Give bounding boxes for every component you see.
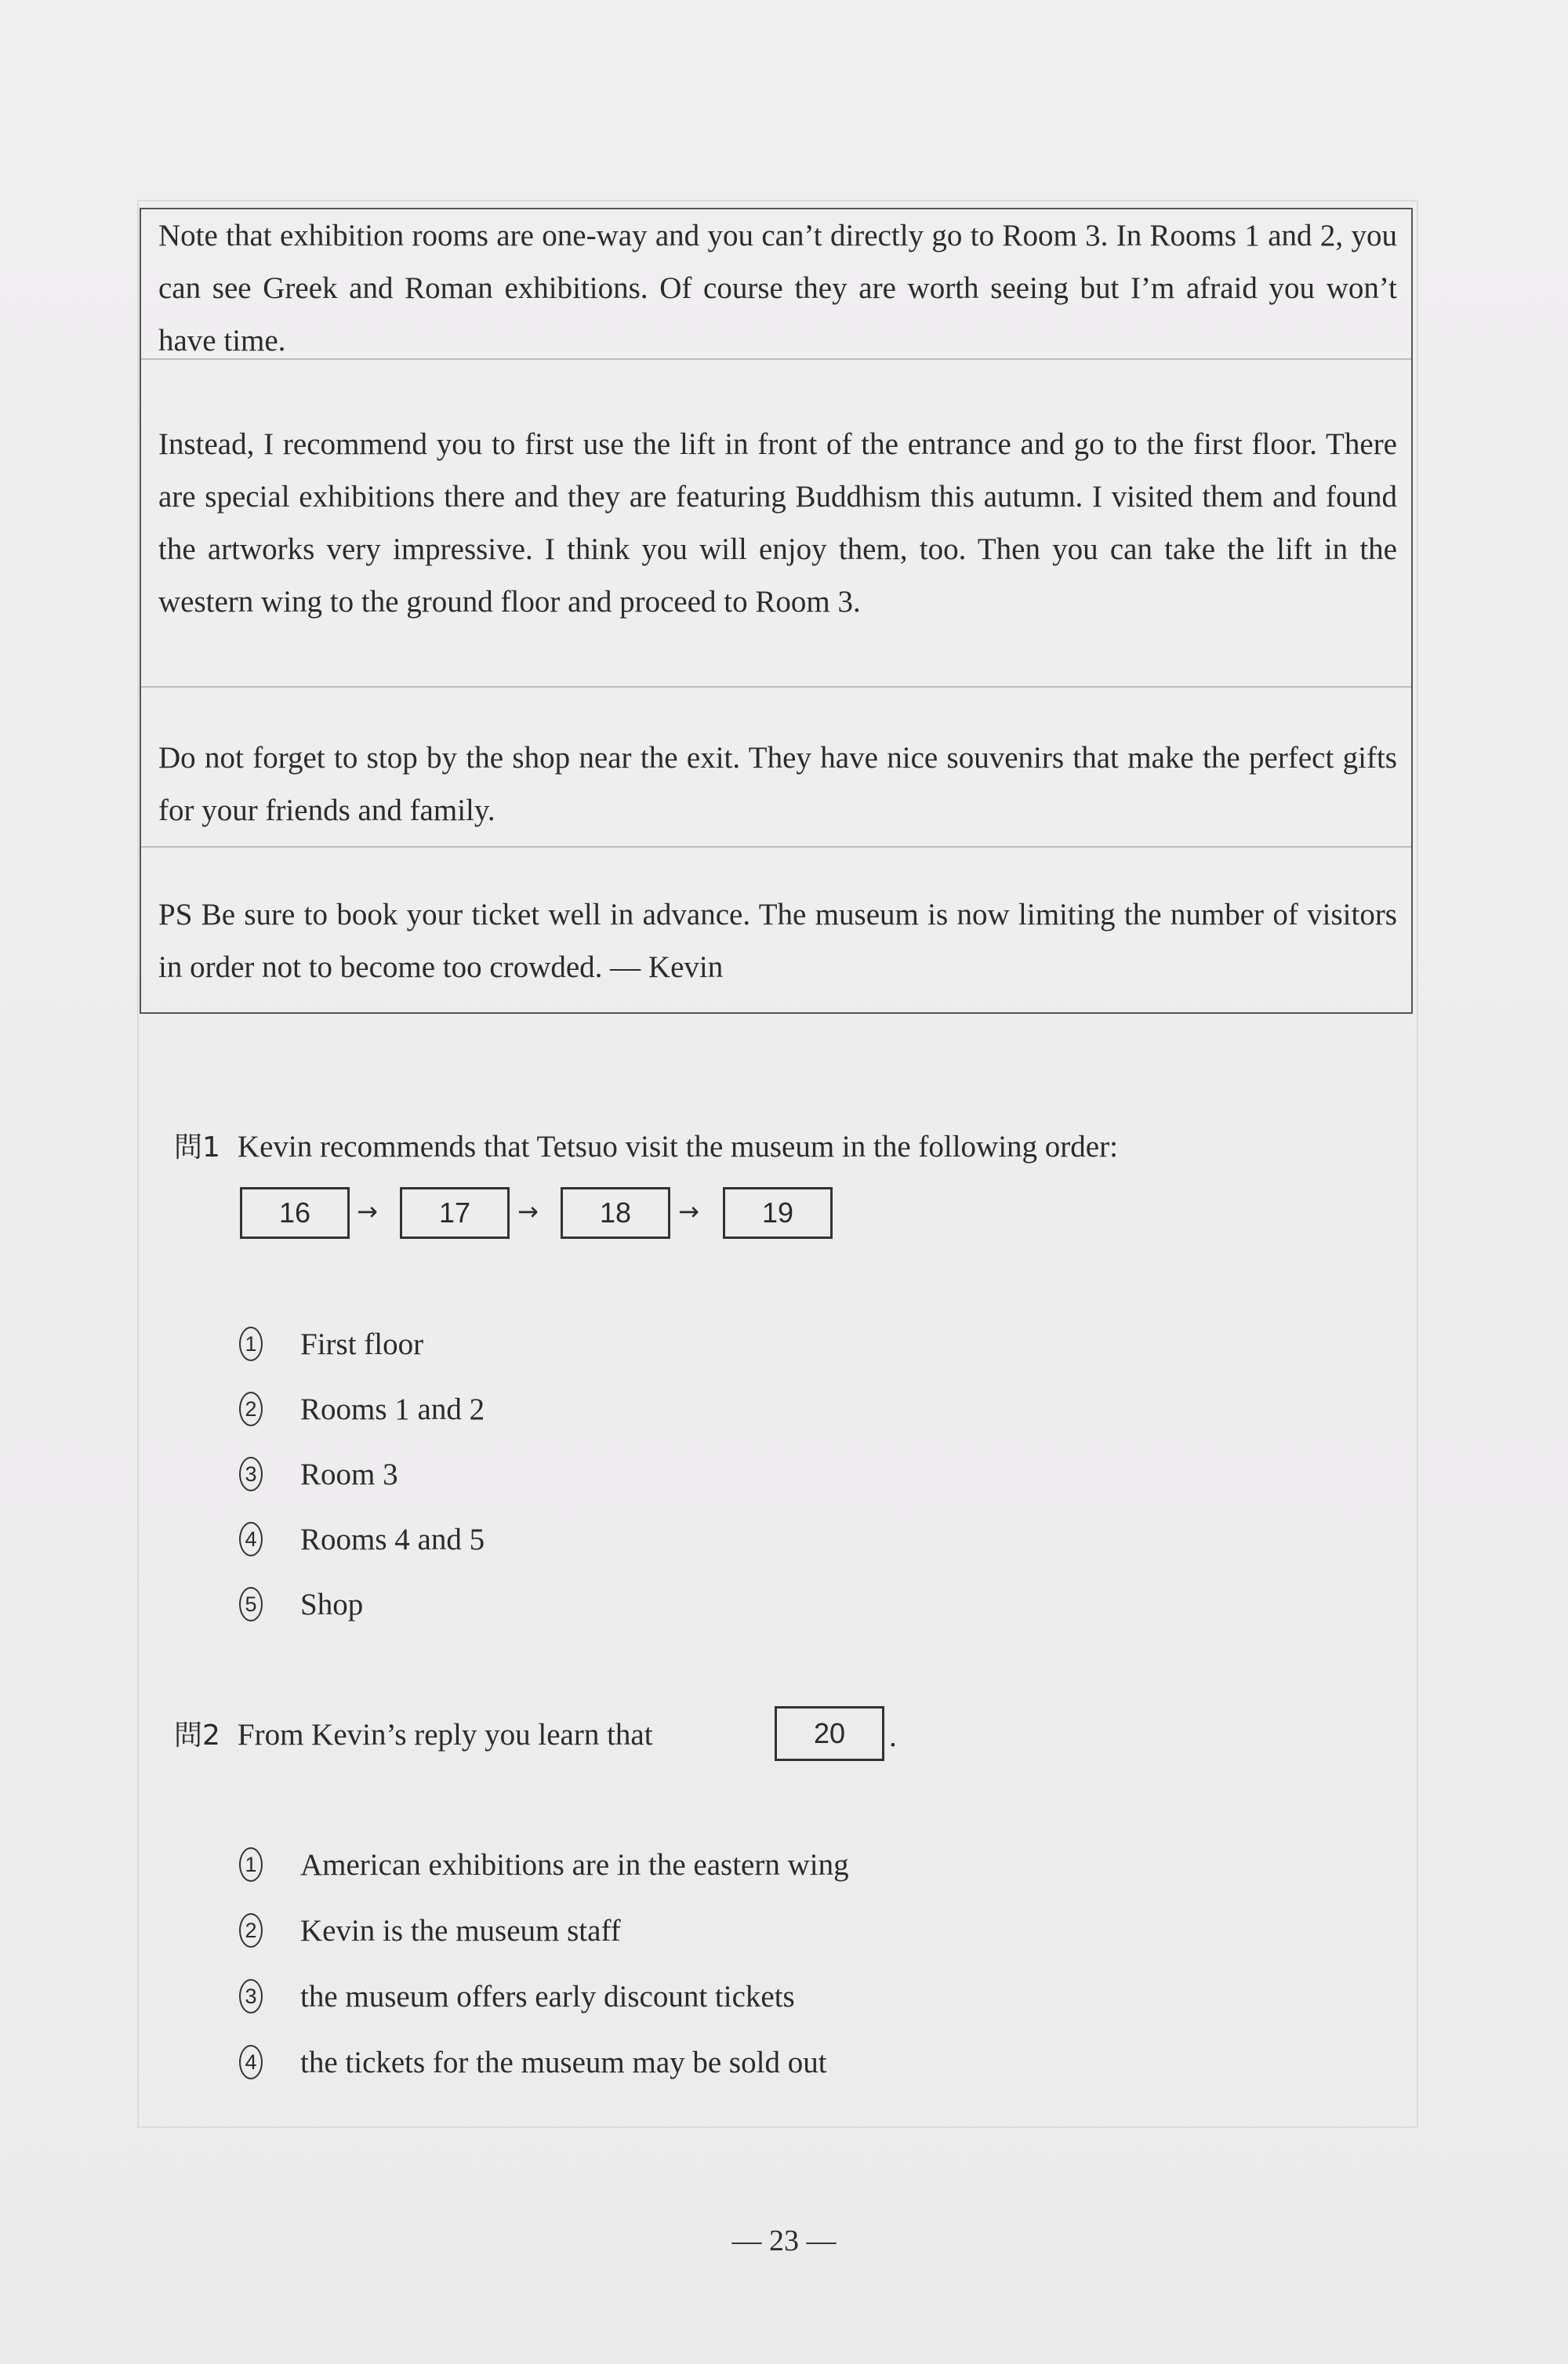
- option-text: First floor: [300, 1327, 424, 1361]
- option-text: Rooms 4 and 5: [300, 1522, 485, 1556]
- question-2-prompt: [174, 1716, 653, 1756]
- divider: [141, 686, 1411, 688]
- option-number-icon: 3: [239, 1457, 263, 1491]
- q2-option-2[interactable]: [239, 1908, 621, 1952]
- divider: [141, 846, 1411, 848]
- option-text: Shop: [300, 1587, 364, 1621]
- question-1-prompt: [174, 1128, 1118, 1167]
- page-number: — 23 —: [731, 2224, 837, 2257]
- option-text: the tickets for the museum may be sold out: [300, 2045, 827, 2079]
- q1-option-5[interactable]: [239, 1582, 363, 1626]
- option-text: American exhibitions are in the eastern wing: [300, 1847, 849, 1882]
- option-number-icon: 2: [239, 1913, 263, 1948]
- option-number-icon: 5: [239, 1587, 263, 1621]
- q2-option-4[interactable]: [239, 2040, 827, 2084]
- paragraph-3: Do not forget to stop by the shop near the exit. They have nice souvenirs that make the perfect gifts for your friends and family.: [158, 741, 1397, 827]
- option-text: the museum offers early discount tickets: [300, 1979, 795, 2014]
- paragraph-1: Note that exhibition rooms are one-way and you can’t directly go to Room 3. In Rooms 1 and 2, you can see Greek and Roman exhibitions. Of course they are worth seeing but I’m afraid you won’t have time.: [158, 219, 1397, 358]
- option-number-icon: 1: [239, 1847, 263, 1882]
- q1-option-4[interactable]: [239, 1517, 485, 1561]
- option-number-icon: 4: [239, 2045, 263, 2079]
- answer-box-19[interactable]: 19: [723, 1187, 833, 1239]
- option-number-icon: 2: [239, 1392, 263, 1426]
- arrow-icon: →: [357, 1197, 378, 1226]
- question-2-period: .: [889, 1719, 897, 1753]
- q2-option-1[interactable]: [239, 1843, 849, 1886]
- divider: [141, 358, 1411, 360]
- question-1-number: 問1: [174, 1131, 220, 1164]
- option-number-icon: 3: [239, 1979, 263, 2014]
- question-2-text: From Kevin’s reply you learn that: [237, 1718, 653, 1752]
- answer-box-16[interactable]: 16: [240, 1187, 350, 1239]
- paragraph-ps: PS Be sure to book your ticket well in advance. The museum is now limiting the number of visitors in order not to become too crowded. — Kevin: [158, 898, 1397, 984]
- paragraph-2: Instead, I recommend you to first use the lift in front of the entrance and go to the first floor. There are special exhibitions there and they are featuring Buddhism this autumn. I visited them and found the artworks very impressive. I think you will enjoy them, too. Then you can take the lift in the western wing to the ground floor and proceed to Room 3.: [158, 427, 1397, 619]
- option-text: Rooms 1 and 2: [300, 1392, 485, 1426]
- option-text: Kevin is the museum staff: [300, 1913, 621, 1948]
- q1-option-3[interactable]: [239, 1452, 398, 1496]
- q1-option-2[interactable]: [239, 1387, 485, 1431]
- answer-box-18[interactable]: 18: [561, 1187, 670, 1239]
- answer-box-17[interactable]: 17: [400, 1187, 510, 1239]
- email-reply-box: [140, 208, 1413, 1014]
- q2-option-3[interactable]: [239, 1974, 795, 2018]
- q1-option-1[interactable]: [239, 1322, 423, 1366]
- question-2-number: 問2: [174, 1719, 220, 1752]
- question-1-text: Kevin recommends that Tetsuo visit the museum in the following order:: [237, 1130, 1118, 1164]
- arrow-icon: →: [517, 1197, 539, 1226]
- answer-box-20[interactable]: 20: [775, 1706, 884, 1761]
- arrow-icon: →: [678, 1197, 699, 1226]
- option-number-icon: 1: [239, 1327, 263, 1361]
- option-number-icon: 4: [239, 1522, 263, 1556]
- option-text: Room 3: [300, 1457, 398, 1491]
